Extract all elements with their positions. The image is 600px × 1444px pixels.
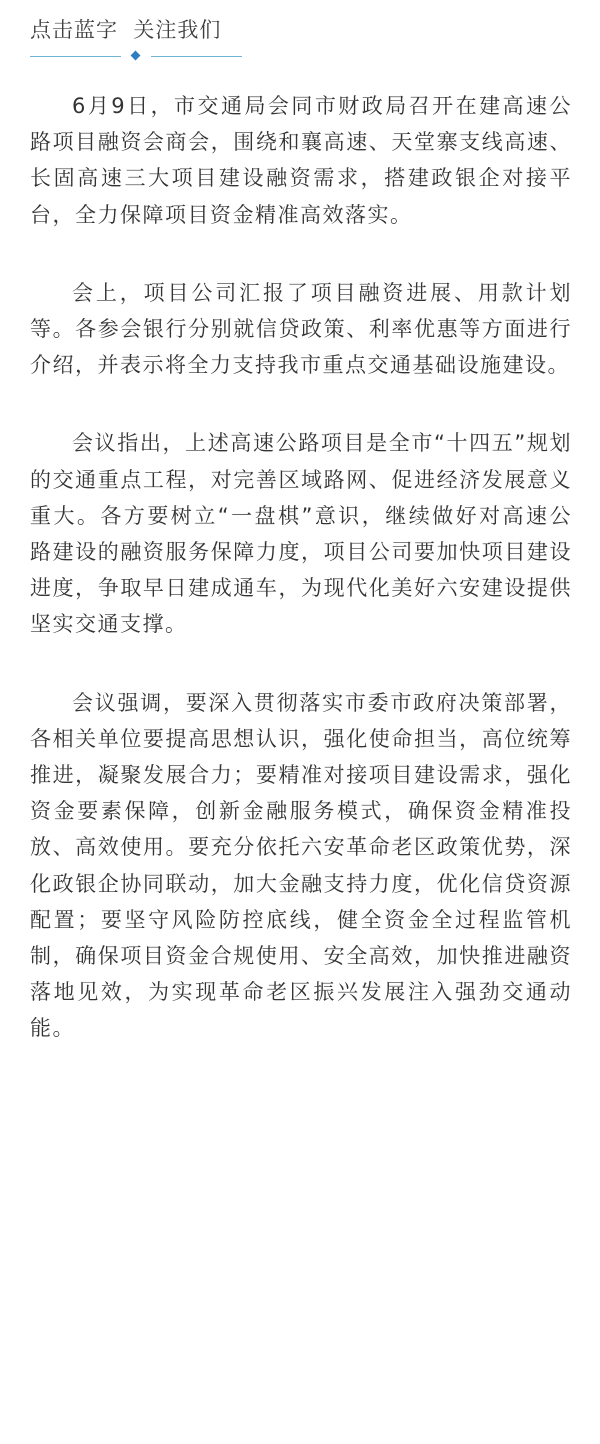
article-paragraph-2: 会上，项目公司汇报了项目融资进展、用款计划等。各参会银行分别就信贷政策、利率优惠等方面进行介绍，并表示将全力支持我市重点交通基础设施建设。: [30, 280, 572, 378]
follow-link-follow-us[interactable]: 关注我们: [133, 18, 222, 42]
follow-link-blue-text[interactable]: 点击蓝字: [30, 18, 118, 42]
header-divider-right: [151, 56, 242, 57]
article-body: [30, 88, 572, 1047]
follow-header: [0, 0, 600, 70]
article-paragraph-3: 会议指出，上述高速公路项目是全市“十四五”规划的交通重点工程，对完善区域路网、促进经济发展意义重大。各方要树立“一盘棋”意识，继续做好对高速公路建设的融资服务保障力度，项目公司要加快项目建设进度，争取早日建成通车，为现代化美好六安建设提供坚实交通支撑。: [30, 431, 572, 637]
follow-cta: [30, 12, 221, 48]
diamond-icon: [131, 51, 141, 61]
article-paragraph-1: 6月9日，市交通局会同市财政局召开在建高速公路项目融资会商会，围绕和襄高速、天堂寨支线高速、长固高速三大项目建设融资需求，搭建政银企对接平台，全力保障项目资金精准高效落实。: [30, 94, 572, 227]
article-paragraph-4: 会议强调，要深入贯彻落实市委市政府决策部署，各相关单位要提高思想认识，强化使命担当，高位统筹推进，凝聚发展合力；要精准对接项目建设需求，强化资金要素保障，创新金融服务模式，确保资金精准投放、高效使用。要充分依托六安革命老区政策优势，深化政银企协同联动，加大金融支持力度，优化信贷资源配置；要坚守风险防控底线，健全资金全过程监管机制，确保项目资金合规使用、安全高效，加快推进融资落地见效，为实现革命老区振兴发展注入强劲交通动能。: [30, 690, 572, 1041]
header-divider-left: [30, 56, 121, 57]
